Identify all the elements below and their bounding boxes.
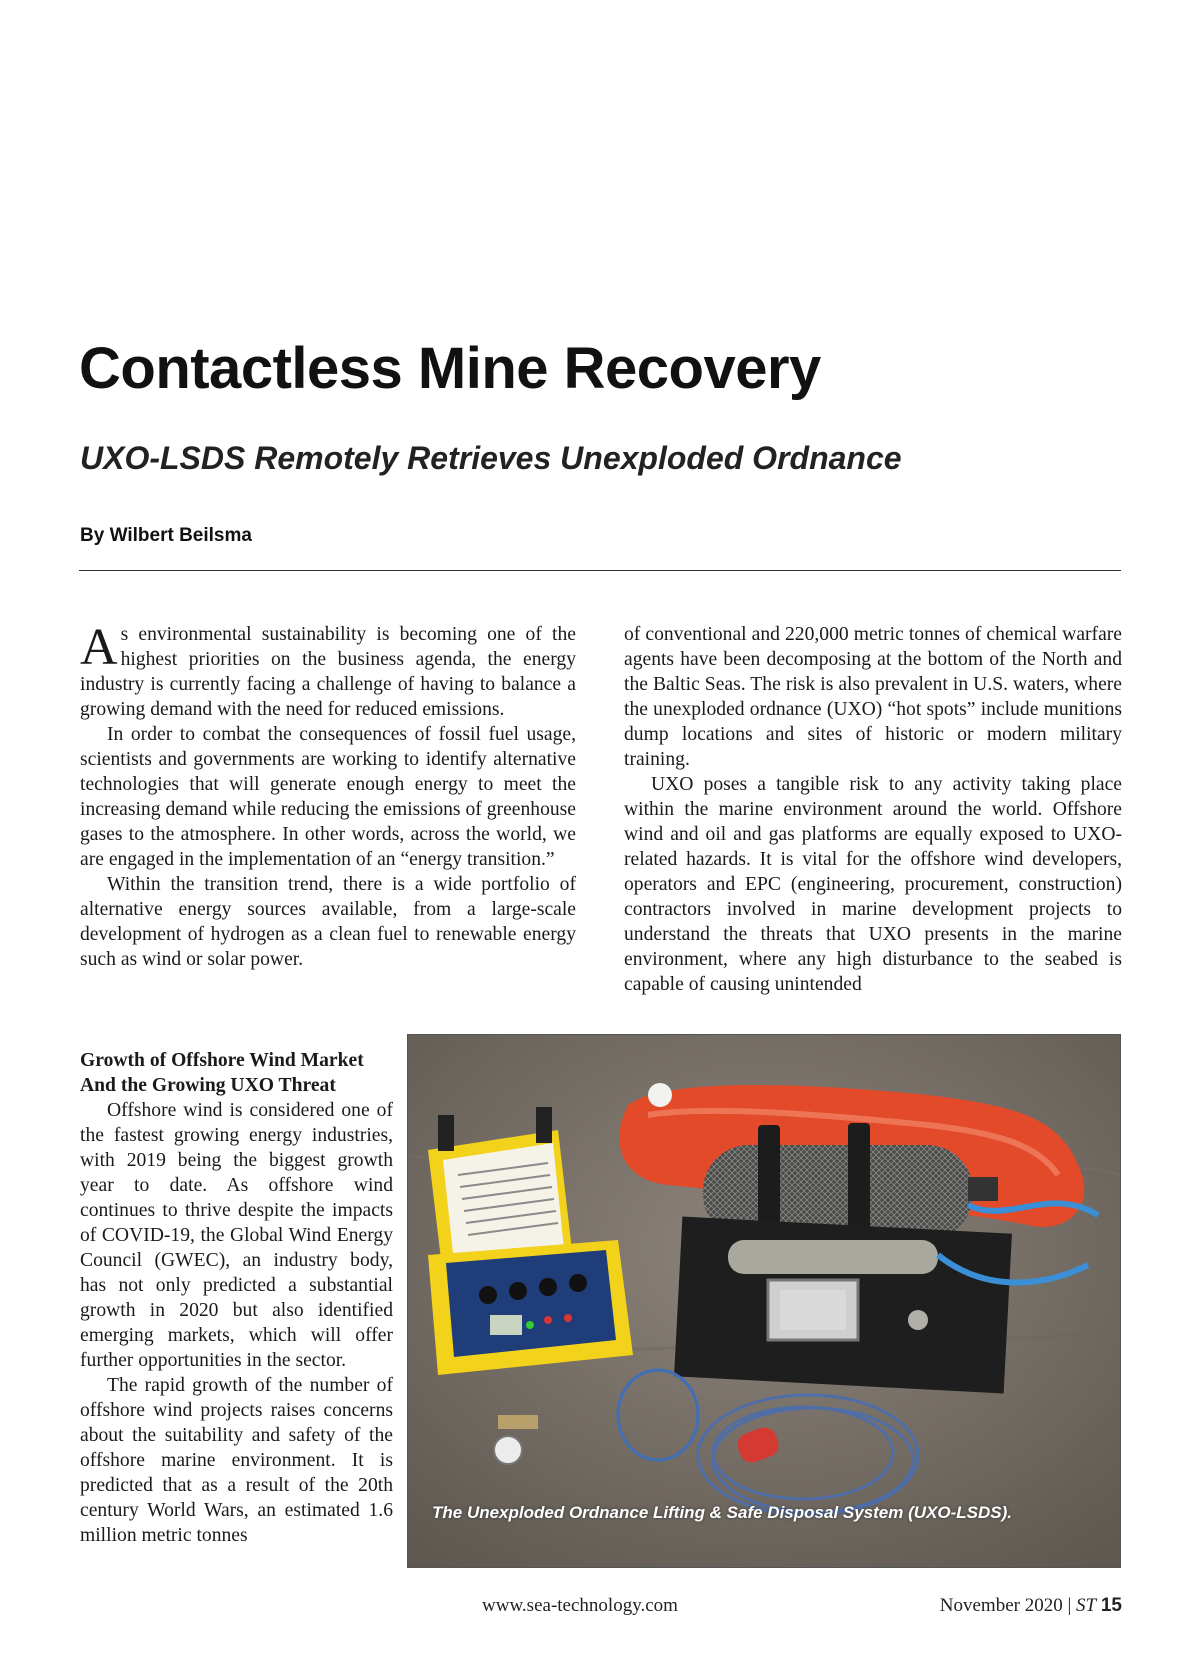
- left-column: [80, 619, 576, 972]
- mounting-plate: [674, 1216, 1012, 1393]
- body-paragraph: In order to combat the consequences of fossil fuel usage, scientists and governments are working to identify alternative technologies that will generate enough energy to meet the increasing demand while reducing the emissions of greenhouse gases to the atmosphere. In other words, across the world, we are engaged in the implementation of an “energy transition.”: [80, 724, 576, 870]
- footer-url: www.sea-technology.com: [482, 1595, 678, 1616]
- page-number: 15: [1100, 1595, 1122, 1616]
- article-subtitle: UXO-LSDS Remotely Retrieves Unexploded Ordnance: [80, 440, 902, 476]
- issue-date: November 2020 |: [939, 1595, 1072, 1616]
- article-title: Contactless Mine Recovery: [79, 336, 821, 401]
- drop-cap: A: [80, 619, 118, 676]
- intro-paragraph-text: s environmental sustainability is becoming one of the highest priorities on the business agenda, the energy industry is currently facing a challenge of having to balance a growing demand with the need for reduced emissions.: [80, 624, 576, 720]
- narrow-column: [80, 1048, 393, 1548]
- intro-paragraph: [80, 619, 576, 722]
- figure-caption: The Unexploded Ordnance Lifting & Safe Disposal System (UXO-LSDS).: [432, 1503, 1012, 1522]
- body-paragraph: Offshore wind is considered one of the fastest growing energy industries, with 2019 being the biggest growth year to date. As offshore wind continues to thrive despite the impacts of COVID-19, the Global Wind Energy Council (GWEC), an industry body, has not only predicted a substantial growth in 2020 but also identified emerging markets, which will offer further opportunities in the sector.: [80, 1100, 393, 1371]
- magazine-abbrev: ST: [1076, 1595, 1097, 1616]
- section-heading: Growth of Offshore Wind Market And the Growing UXO Threat: [80, 1050, 364, 1096]
- equipment-illustration: [408, 1035, 1121, 1568]
- equipment-photo: [407, 1034, 1121, 1568]
- body-paragraph: of conventional and 220,000 metric tonnes of chemical warfare agents have been decomposing at the bottom of the North and the Baltic Seas. The risk is also prevalent in U.S. waters, where the unexploded ordnance (UXO) “hot spots” include munitions dump locations and sites of historic or modern military training.: [624, 624, 1122, 770]
- header-divider: [79, 570, 1121, 571]
- footer-issue: [940, 1595, 1122, 1617]
- body-paragraph: Within the transition trend, there is a wide portfolio of alternative energy sources available, from a large-scale development of hydrogen as a clean fuel to renewable energy such as wind or solar power.: [80, 874, 576, 970]
- body-paragraph: The rapid growth of the number of offshore wind projects raises concerns about the suitability and safety of the offshore marine environment. It is predicted that as a result of the 20th century World Wars, an estimated 1.6 million metric tonnes: [80, 1375, 393, 1546]
- right-column: [624, 622, 1122, 997]
- body-paragraph: UXO poses a tangible risk to any activity taking place within the marine environment around the world. Offshore wind and oil and gas platforms are equally exposed to UXO-related hazards. It is vital for the offshore wind developers, operators and EPC (engineering, procurement, construction) contractors involved in marine development projects to understand the threats that UXO presents in the marine environment, where any high disturbance to the seabed is capable of causing unintended: [624, 774, 1122, 995]
- byline: By Wilbert Beilsma: [80, 525, 252, 546]
